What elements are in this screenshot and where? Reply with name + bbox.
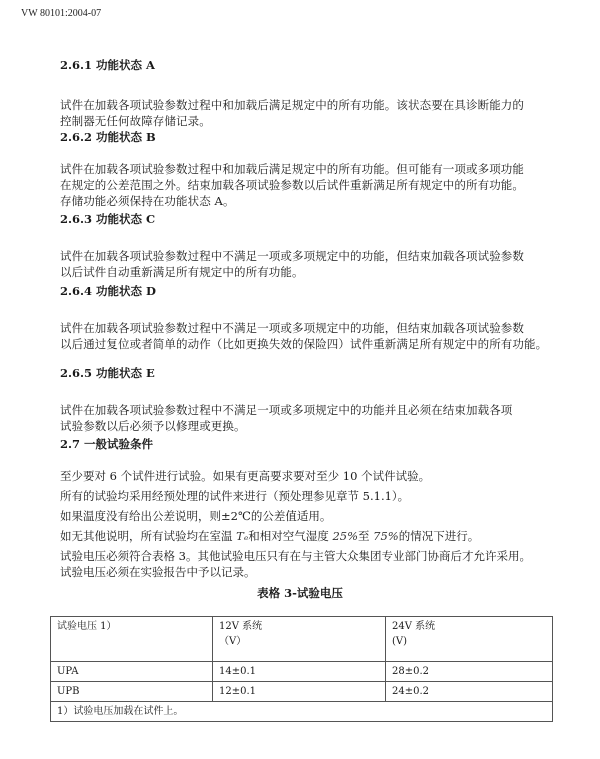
table-title: 表格 3-试验电压: [257, 586, 343, 600]
section-heading: 2.6.5 功能状态 E: [60, 366, 155, 380]
env-mid: 和相对空气湿度: [248, 529, 333, 543]
paragraph-line: 以后试件自动重新满足所有规定中的所有功能。: [60, 265, 304, 279]
section-2-6-4-body: [60, 320, 550, 352]
section-2-6-5-body: [60, 402, 550, 434]
section-2-7: [60, 437, 550, 451]
header-label-cell: [51, 617, 213, 662]
section-2-6-2-body: [60, 161, 550, 209]
header-12v-cell: [213, 617, 386, 662]
section-heading: 2.6.4 功能状态 D: [60, 284, 156, 298]
row-name-cell: UPA: [51, 662, 213, 682]
table-row: [51, 682, 553, 702]
section-heading: 2.6.1 功能状态 A: [60, 58, 155, 72]
section-2-6-3-body: [60, 248, 550, 280]
section-heading: 2.7 一般试验条件: [60, 437, 154, 451]
paragraph-line: 试件在加载各项试验参数过程中和加载后满足规定中的所有功能。但可能有一项或多项功能: [60, 162, 524, 176]
env-prefix: 如无其他说明，所有试验均在室温: [60, 529, 237, 543]
document-id: VW 80101:2004-07: [21, 8, 102, 19]
paragraph-line: 如果温度没有给出公差说明，则±2℃的公差值适用。: [60, 509, 332, 523]
paragraph-line: 试验参数以后必须予以修理或更换。: [60, 419, 246, 433]
table-row: [51, 662, 553, 682]
general-conditions-body: [60, 468, 550, 580]
section-2-6-3: [60, 212, 550, 226]
header-12v: 12V 系统: [219, 621, 263, 632]
section-2-6-1-body: [60, 97, 550, 129]
paragraph-line: 试验电压必须符合表格 3。其他试验电压只有在与主管大众集团专业部门协商后才允许采用。: [60, 549, 531, 563]
row-24v-cell: 24±0.2: [386, 682, 553, 702]
paragraph-line: 试件在加载各项试验参数过程中不满足一项或多项规定中的功能并且必须在结束加载各项: [60, 403, 513, 417]
paragraph-line: 试件在加载各项试验参数过程中不满足一项或多项规定中的功能，但结束加载各项试验参数: [60, 249, 524, 263]
paragraph-line: 存储功能必须保持在功能状态 A。: [60, 194, 235, 208]
header-24v-unit: (V): [392, 636, 408, 647]
section-2-6-5: [60, 366, 550, 380]
section-2-6-2: [60, 130, 550, 144]
environment-line: [60, 528, 550, 544]
row-12v-cell: 14±0.1: [213, 662, 386, 682]
humidity-high: 75%: [373, 529, 399, 543]
row-24v-cell: 28±0.2: [386, 662, 553, 682]
table-footnote-row: [51, 702, 553, 722]
row-name-cell: UPB: [51, 682, 213, 702]
section-heading: 2.6.2 功能状态 B: [60, 130, 156, 144]
humidity-low: 25%: [332, 529, 358, 543]
paragraph-line: 试件在加载各项试验参数过程中不满足一项或多项规定中的功能，但结束加载各项试验参数: [60, 321, 524, 335]
paragraph-line: 所有的试验均采用经预处理的试件来进行（预处理参见章节 5.1.1）。: [60, 489, 410, 503]
header-label: 试验电压 1）: [57, 621, 117, 632]
paragraph-line: 以后通过复位或者简单的动作（比如更换失效的保险四）试件重新满足所有规定中的所有功能。: [60, 337, 548, 351]
paragraph-line: 至少要对 6 个试件进行试验。如果有更高要求要对至少 10 个试件试验。: [60, 469, 431, 483]
header-12v-unit: （V）: [219, 636, 247, 647]
row-12v-cell: 12±0.1: [213, 682, 386, 702]
section-2-6-1: [60, 58, 550, 72]
section-2-6-4: [60, 284, 550, 298]
header-24v-cell: [386, 617, 553, 662]
env-to: 至: [358, 529, 374, 543]
env-suffix: 的情况下进行。: [398, 529, 480, 543]
table-footnote: 1）试验电压加载在试件上。: [51, 702, 553, 722]
paragraph-line: 试件在加载各项试验参数过程中和加载后满足规定中的所有功能。该状态要在具诊断能力的: [60, 98, 524, 112]
paragraph-line: 控制器无任何故障存储记录。: [60, 114, 211, 128]
table-header-row: [51, 617, 553, 662]
voltage-table: [50, 616, 553, 722]
header-24v: 24V 系统: [392, 621, 436, 632]
room-temperature-symbol: Tₑ: [236, 529, 249, 543]
paragraph-line: 在规定的公差范围之外。结束加载各项试验参数以后试件重新满足所有规定中的所有功能。: [60, 178, 524, 192]
section-heading: 2.6.3 功能状态 C: [60, 212, 156, 226]
paragraph-line: 试验电压必须在实验报告中予以记录。: [60, 565, 256, 579]
